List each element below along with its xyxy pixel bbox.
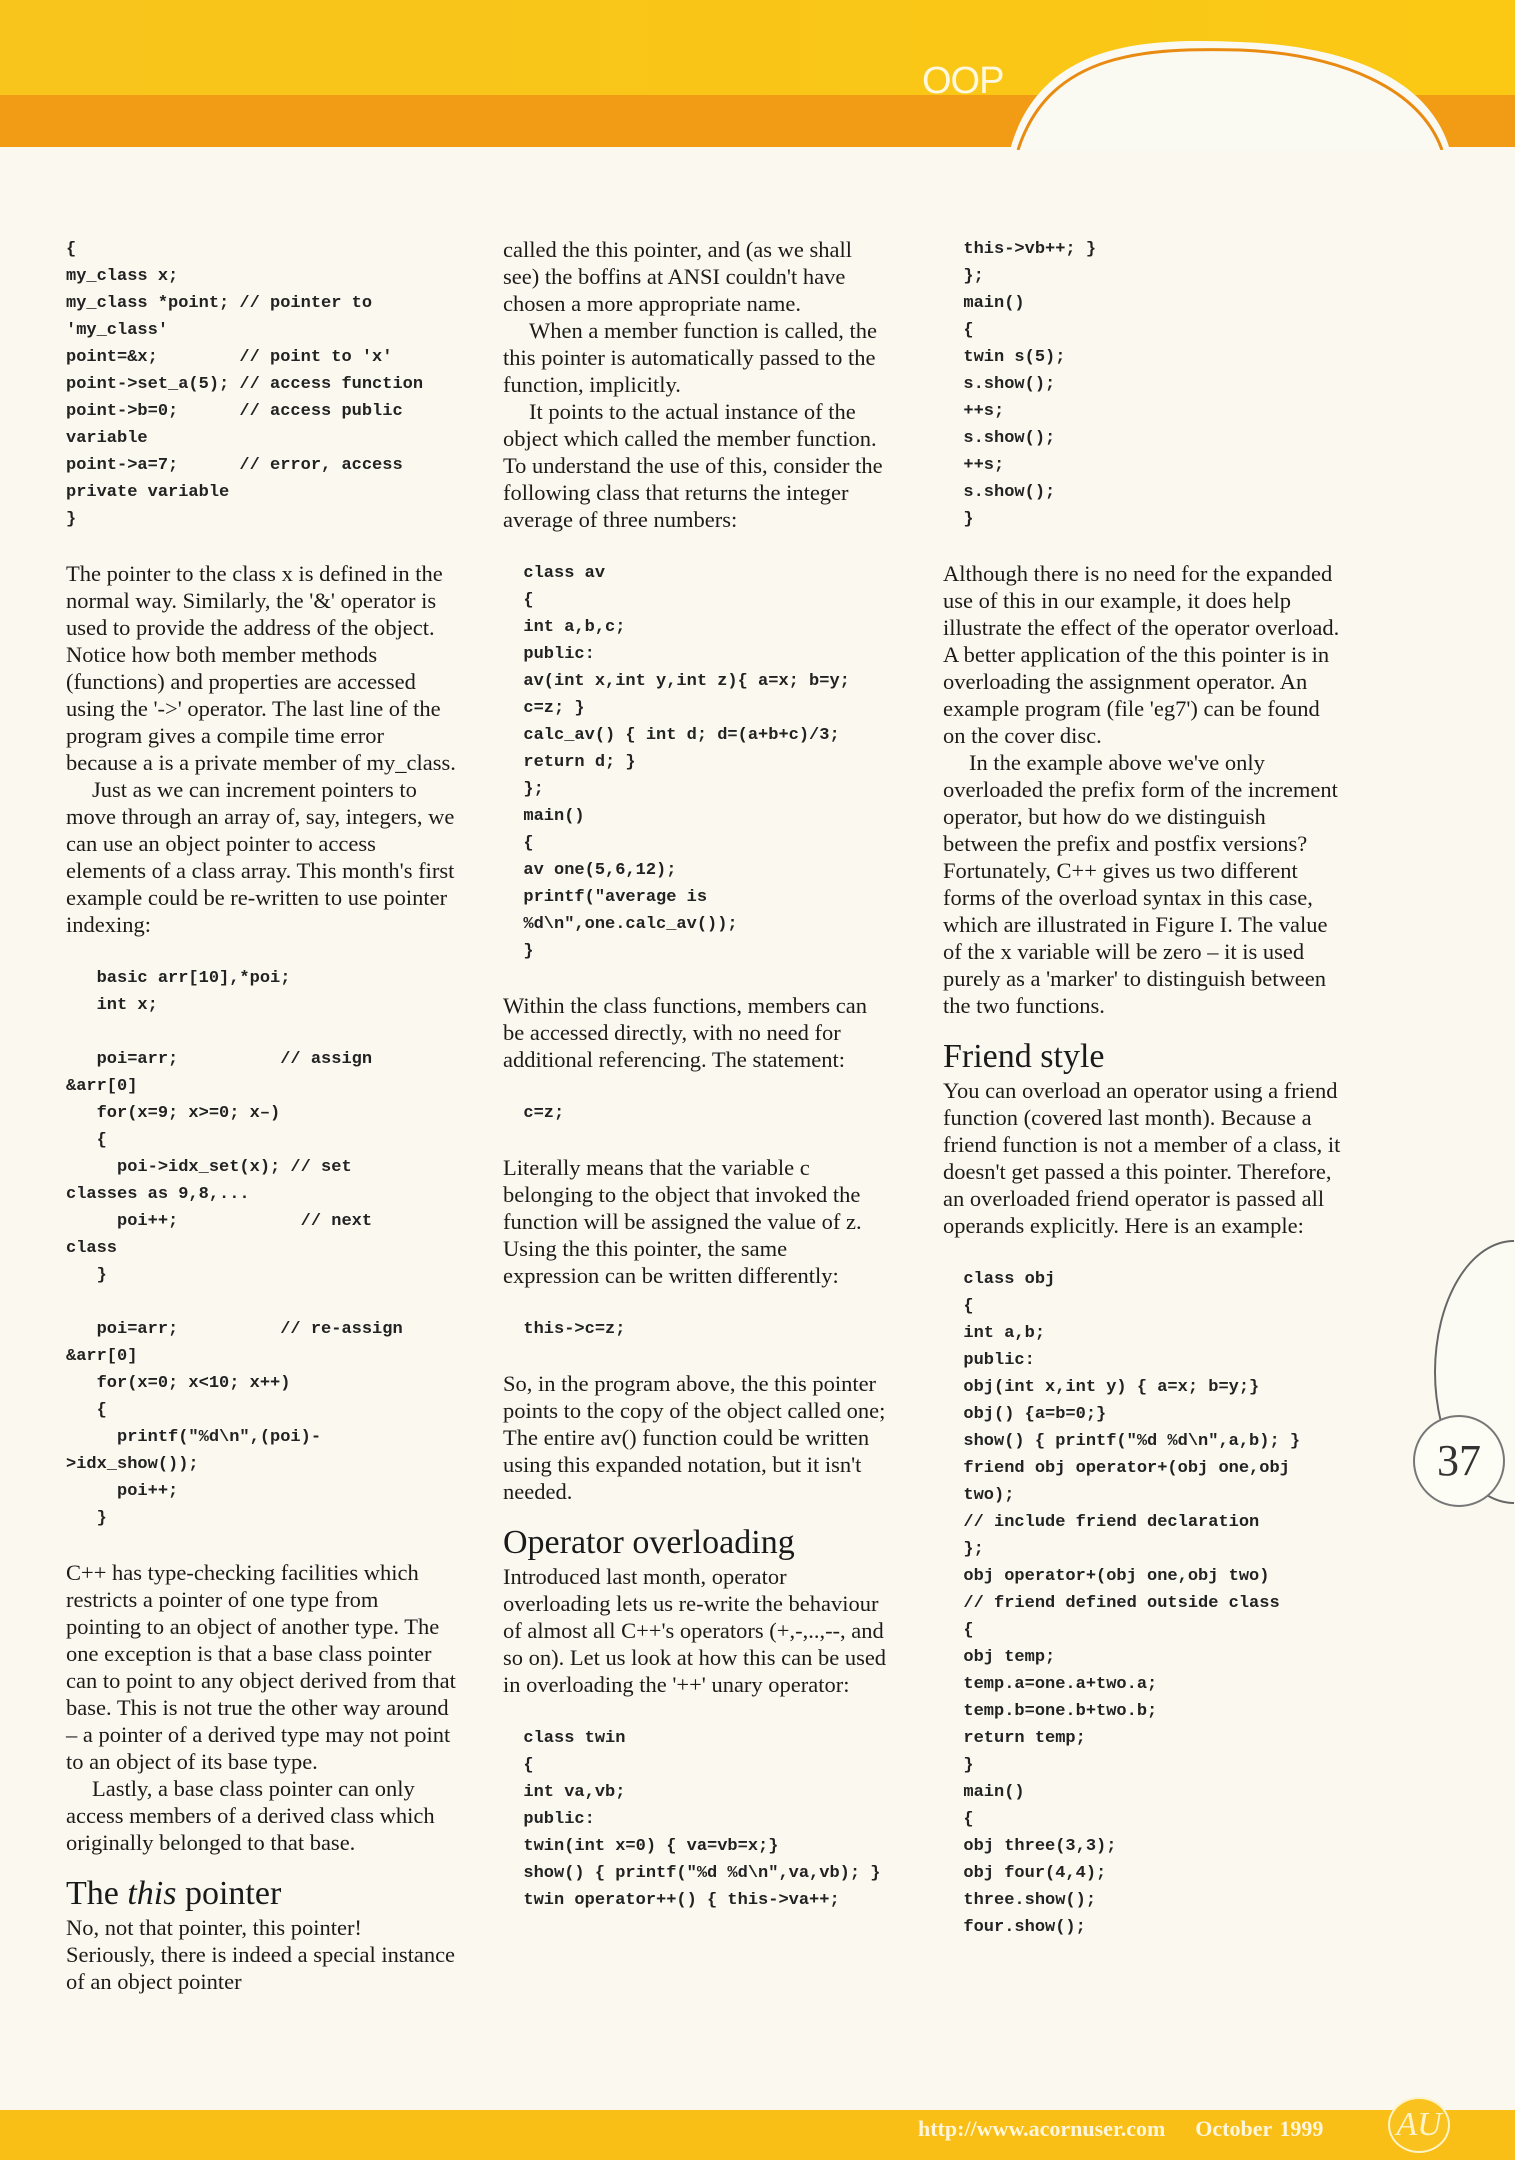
code-line: c=z; } xyxy=(503,699,585,718)
code-line: poi->idx_set(x); // set xyxy=(66,1158,352,1177)
heading-part: this xyxy=(127,1875,177,1912)
code-line: poi=arr; // re-assign xyxy=(66,1320,403,1339)
body-paragraph: Within the class functions, members can be accessed directly, with no need for additional referencing. The statement: xyxy=(503,993,867,1072)
code-line: for(x=9; x>=0; x–) xyxy=(66,1104,281,1123)
code-line: { xyxy=(943,1810,974,1829)
section-heading xyxy=(503,1523,888,1563)
body-paragraph: No, not that pointer, this pointer! Seriously, there is indeed a special instance of an object pointer xyxy=(66,1915,456,1994)
code-line: public: xyxy=(503,1810,595,1829)
code-line: obj operator+(obj one,obj two) xyxy=(943,1567,1270,1586)
body-paragraph: When a member function is called, the this pointer is automatically passed to the function, implicitly. xyxy=(503,318,877,397)
code-line: } xyxy=(943,510,974,529)
heading-part: pointer xyxy=(176,1875,282,1912)
code-line: obj four(4,4); xyxy=(943,1864,1107,1883)
body-paragraph: C++ has type-checking facilities which restricts a pointer of one type from pointing to an object of another type. The one exception is that a base class pointer can to point to any object derived from that base. This is not true the other way around – a pointer of a derived type may not point to an object of its base type. xyxy=(66,1560,456,1774)
code-line: s.show(); xyxy=(943,483,1056,502)
code-listing xyxy=(503,1316,888,1343)
code-line: class twin xyxy=(503,1729,626,1748)
code-line: } xyxy=(66,1509,107,1528)
code-line: printf("average is xyxy=(503,888,708,907)
code-line: point->a=7; // error, access xyxy=(66,456,403,475)
heading-part: Friend style xyxy=(943,1038,1105,1075)
body-paragraph: It points to the actual instance of the object which called the member function. To understand the use of this, consider the following class that returns the integer average of three numbers: xyxy=(503,399,883,532)
footer-url[interactable]: http://www.acornuser.com xyxy=(918,2116,1166,2141)
section-title: OOP xyxy=(922,60,1004,102)
code-line: }; xyxy=(943,1540,984,1559)
code-line: { xyxy=(503,591,534,610)
body-paragraph: You can overload an operator using a friend function (covered last month). Because a friend function is not a member of a class, it doesn't get passed a this pointer. Therefore, an overloaded friend operator is passed all operands explicitly. Here is an example: xyxy=(943,1078,1341,1238)
body-paragraph: The pointer to the class x is defined in the normal way. Similarly, the '&' operator is used to provide the address of the object. Notice how both member methods (functions) and properties are accessed using the '->' operator. The last line of the program gives a compile time error because a is a private member of my_class. xyxy=(66,561,456,775)
body-paragraph: Although there is no need for the expanded use of this in our example, it does help illustrate the effect of the operator overload. A better application of the this pointer is in overloading the assignment operator. An example program (file 'eg7') can be found on the cover disc. xyxy=(943,561,1340,748)
code-line: { xyxy=(66,1131,107,1150)
body-paragraph: Just as we can increment pointers to move through an array of, say, integers, we can use an object pointer to access elements of a class array. This month's first example could be re-written to use pointer indexing: xyxy=(66,777,455,937)
code-line: two); xyxy=(943,1486,1015,1505)
section-heading xyxy=(943,1037,1343,1077)
acorn-user-logo: AU xyxy=(1388,2097,1450,2153)
code-listing xyxy=(503,560,888,965)
code-line: { xyxy=(503,1756,534,1775)
code-line: three.show(); xyxy=(943,1891,1097,1910)
code-line: for(x=0; x<10; x++) xyxy=(66,1374,291,1393)
code-line: variable xyxy=(66,429,148,448)
code-line: public: xyxy=(503,645,595,664)
code-line xyxy=(66,1289,456,1316)
code-line: friend obj operator+(obj one,obj xyxy=(943,1459,1290,1478)
code-line: obj(int x,int y) { a=x; b=y;} xyxy=(943,1378,1260,1397)
code-listing xyxy=(943,236,1343,533)
body-paragraph: Introduced last month, operator overloading lets us re-write the behaviour of almost all C++'s operators (+,-,..,--, and so on). Let us look at how this can be used in overloading the '++' unary operator: xyxy=(503,1564,887,1697)
code-line: av one(5,6,12); xyxy=(503,861,677,880)
heading-part: The xyxy=(66,1875,128,1912)
code-line: ++s; xyxy=(943,456,1005,475)
code-line: my_class x; xyxy=(66,267,179,286)
code-line: obj three(3,3); xyxy=(943,1837,1117,1856)
code-line: my_class *point; // pointer to xyxy=(66,294,373,313)
code-line: >idx_show()); xyxy=(66,1455,199,1474)
header-arch-decoration xyxy=(0,0,1515,150)
code-line: twin operator++() { this->va++; xyxy=(503,1891,840,1910)
code-line: this->vb++; } xyxy=(943,240,1097,259)
code-line: temp.b=one.b+two.b; xyxy=(943,1702,1158,1721)
code-line: show() { printf("%d %d\n",a,b); } xyxy=(943,1432,1301,1451)
body-paragraph: In the example above we've only overloaded the prefix form of the increment operator, but how do we distinguish between the prefix and postfix versions? Fortunately, C++ gives us two different forms of the overload syntax in this case, which are illustrated in Figure I. The value of the x variable will be zero – it is used purely as a 'marker' to distinguish between the two functions. xyxy=(943,750,1338,1018)
code-line: }; xyxy=(943,267,984,286)
section-heading xyxy=(66,1874,456,1914)
code-line: calc_av() { int d; d=(a+b+c)/3; xyxy=(503,726,840,745)
code-line: poi++; xyxy=(66,1482,179,1501)
code-line: class av xyxy=(503,564,606,583)
code-line: return d; } xyxy=(503,753,636,772)
body-paragraph: called the this pointer, and (as we shall see) the boffins at ANSI couldn't have chosen a more appropriate name. xyxy=(503,237,852,316)
code-line: temp.a=one.a+two.a; xyxy=(943,1675,1158,1694)
code-line: main() xyxy=(503,807,585,826)
code-line: } xyxy=(66,510,77,529)
code-line: &arr[0] xyxy=(66,1347,138,1366)
column-right xyxy=(943,236,1343,1968)
code-line: int va,vb; xyxy=(503,1783,626,1802)
code-line: return temp; xyxy=(943,1729,1086,1748)
footer-date: October 1999 xyxy=(1195,2116,1324,2141)
code-line: %d\n",one.calc_av()); xyxy=(503,915,738,934)
code-line: main() xyxy=(943,1783,1025,1802)
code-line: class obj xyxy=(943,1270,1056,1289)
code-line: } xyxy=(66,1266,107,1285)
code-listing xyxy=(66,236,456,533)
code-line: { xyxy=(943,321,974,340)
heading-part: Operator overloading xyxy=(503,1524,795,1561)
code-line: main() xyxy=(943,294,1025,313)
code-line: s.show(); xyxy=(943,375,1056,394)
code-line: point->b=0; // access public xyxy=(66,402,403,421)
code-listing xyxy=(943,1266,1343,1941)
code-line: twin s(5); xyxy=(943,348,1066,367)
code-line: s.show(); xyxy=(943,429,1056,448)
code-line: this->c=z; xyxy=(503,1320,626,1339)
code-line: show() { printf("%d %d\n",va,vb); } xyxy=(503,1864,881,1883)
code-line: // include friend declaration xyxy=(943,1513,1260,1532)
code-line: 'my_class' xyxy=(66,321,169,340)
code-line: twin(int x=0) { va=vb=x;} xyxy=(503,1837,779,1856)
code-listing xyxy=(503,1100,888,1127)
code-line: poi=arr; // assign xyxy=(66,1050,373,1069)
code-line xyxy=(66,1019,456,1046)
code-listing xyxy=(503,1725,888,1914)
page-number: 37 xyxy=(1413,1415,1505,1507)
body-paragraph: So, in the program above, the this pointer points to the copy of the object called one; The entire av() function could be written using this expanded notation, but it isn't needed. xyxy=(503,1371,886,1504)
code-line: point=&x; // point to 'x' xyxy=(66,348,393,367)
code-line: { xyxy=(503,834,534,853)
code-line: { xyxy=(66,1401,107,1420)
code-line: four.show(); xyxy=(943,1918,1086,1937)
code-line: int a,b,c; xyxy=(503,618,626,637)
column-middle xyxy=(503,236,888,1941)
code-line: public: xyxy=(943,1351,1035,1370)
code-line: av(int x,int y,int z){ a=x; b=y; xyxy=(503,672,850,691)
code-line: class xyxy=(66,1239,118,1258)
code-line: private variable xyxy=(66,483,230,502)
code-line: int a,b; xyxy=(943,1324,1046,1343)
code-line: basic arr[10],*poi; xyxy=(66,969,291,988)
code-line: { xyxy=(943,1297,974,1316)
code-line: } xyxy=(503,942,534,961)
code-line: }; xyxy=(503,780,544,799)
column-left xyxy=(66,236,456,1995)
code-line: poi++; // next xyxy=(66,1212,373,1231)
code-line: obj() {a=b=0;} xyxy=(943,1405,1107,1424)
code-line: classes as 9,8,... xyxy=(66,1185,250,1204)
body-paragraph: Literally means that the variable c belonging to the object that invoked the function will be assigned the value of z. Using the this pointer, the same expression can be written differently: xyxy=(503,1155,862,1288)
code-line: &arr[0] xyxy=(66,1077,138,1096)
code-line: { xyxy=(943,1621,974,1640)
code-line: int x; xyxy=(66,996,158,1015)
code-line: printf("%d\n",(poi)- xyxy=(66,1428,322,1447)
body-paragraph: Lastly, a base class pointer can only access members of a derived class which originally belonged to that base. xyxy=(66,1776,435,1855)
code-line: point->set_a(5); // access function xyxy=(66,375,424,394)
code-line: // friend defined outside class xyxy=(943,1594,1280,1613)
code-listing xyxy=(66,965,456,1532)
code-line: { xyxy=(66,240,77,259)
code-line: } xyxy=(943,1756,974,1775)
code-line: ++s; xyxy=(943,402,1005,421)
code-line: obj temp; xyxy=(943,1648,1056,1667)
footer-text xyxy=(918,2116,1323,2142)
code-line: c=z; xyxy=(503,1104,565,1123)
